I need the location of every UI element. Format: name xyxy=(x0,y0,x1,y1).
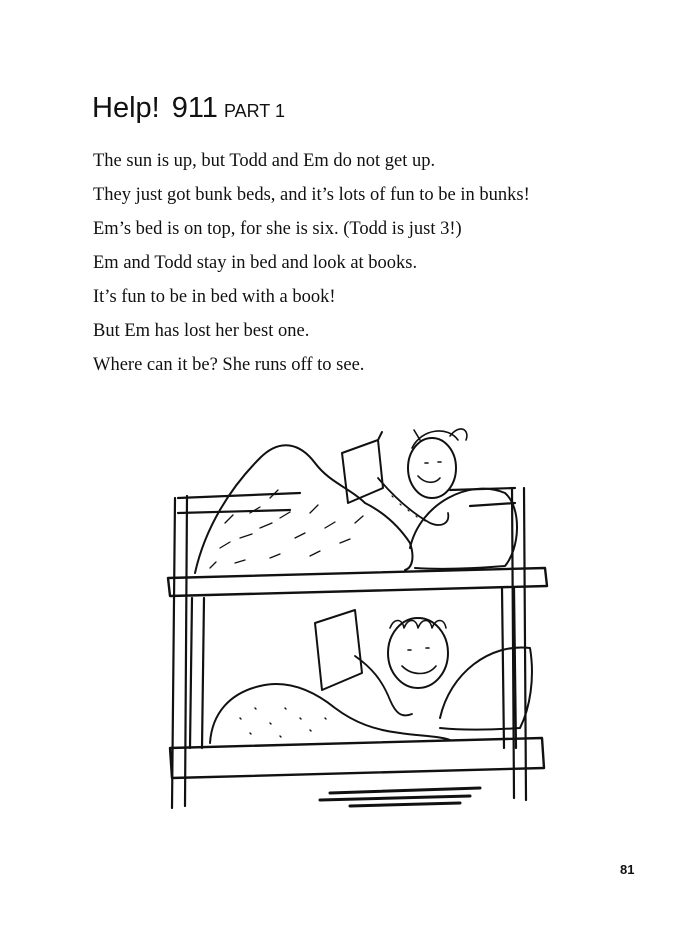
bunk-bed-drawing xyxy=(150,418,550,818)
lower-arm xyxy=(355,656,412,715)
story-line: Em and Todd stay in bed and look at books. xyxy=(93,253,418,273)
story-line: Em’s bed is on top, for she is six. (Todd is just 3!) xyxy=(93,219,462,239)
upper-pillow xyxy=(410,489,517,569)
lower-pillow xyxy=(440,647,532,729)
page-number: 81 xyxy=(620,862,635,877)
bunk-bed-illustration xyxy=(150,418,550,818)
top-rail xyxy=(178,493,300,513)
floor-shading xyxy=(320,788,480,806)
top-rail-right xyxy=(450,488,515,506)
lower-book xyxy=(315,610,362,690)
upper-blanket-texture xyxy=(210,490,363,568)
lower-blanket xyxy=(210,684,450,743)
upper-book xyxy=(342,432,383,503)
part-label: PART 1 xyxy=(223,101,285,121)
story-line: Where can it be? She runs off to see. xyxy=(93,355,365,375)
lower-blanket-dots xyxy=(240,708,326,737)
story-line: It’s fun to be in bed with a book! xyxy=(93,287,336,307)
story-line: The sun is up, but Todd and Em do not get up. xyxy=(93,151,436,171)
upper-bed-board xyxy=(168,568,547,596)
middle-post-left xyxy=(190,598,204,748)
story-line: But Em has lost her best one. xyxy=(93,321,310,341)
title-word: Help! xyxy=(92,92,160,124)
title-number: 911 xyxy=(171,92,218,124)
story-line: They just got bunk beds, and it’s lots of fun to be in bunks! xyxy=(93,185,530,205)
story-text xyxy=(93,150,530,388)
page-title xyxy=(92,92,285,125)
upper-child-face xyxy=(418,462,441,482)
lower-bed-board xyxy=(170,738,544,778)
left-post xyxy=(172,496,187,808)
lower-child-face xyxy=(402,648,436,674)
upper-child-head xyxy=(408,438,456,498)
